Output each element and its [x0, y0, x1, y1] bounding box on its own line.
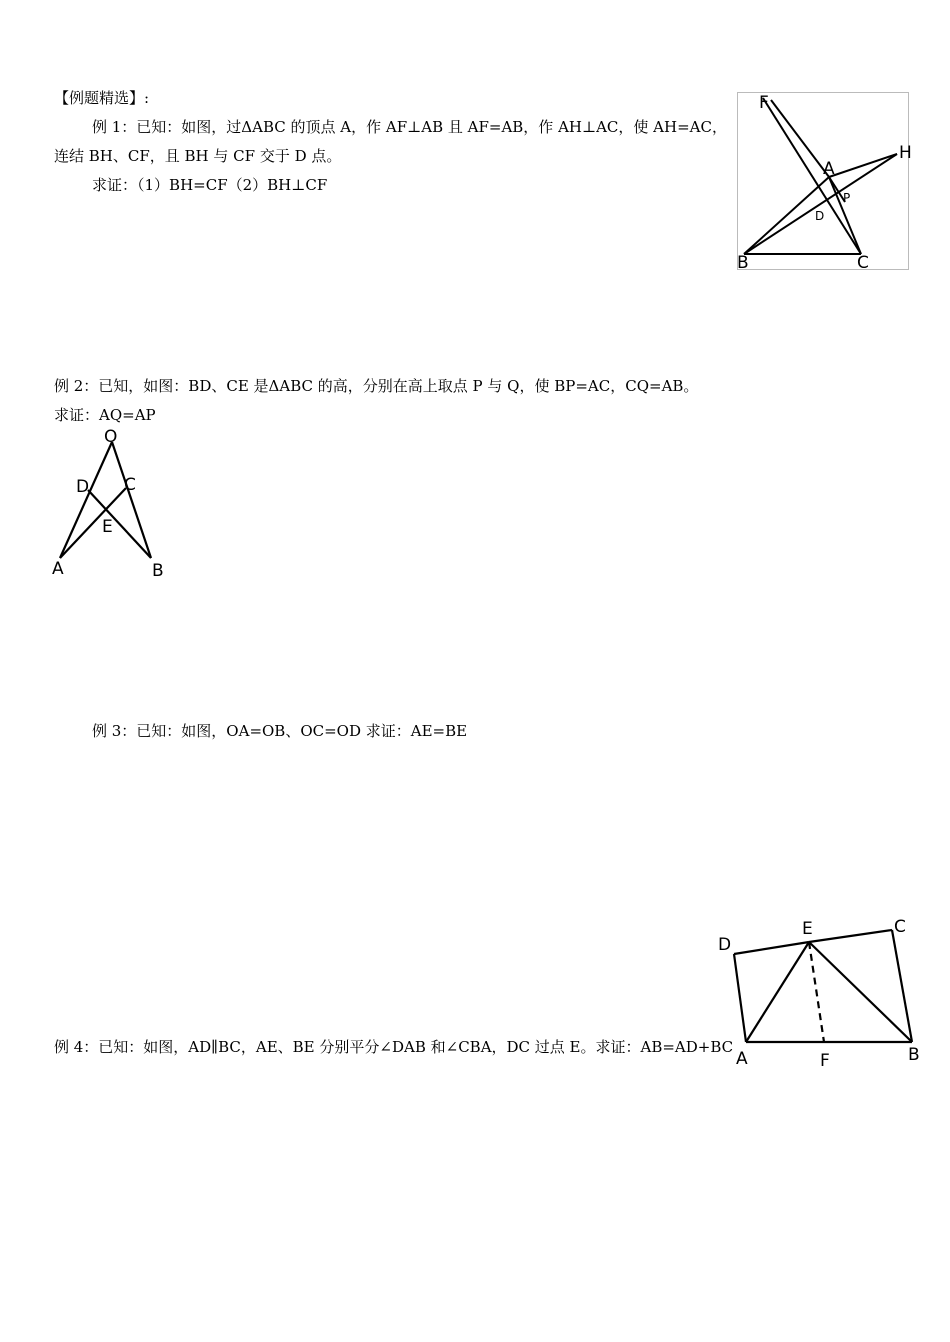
example-1-line-1: 例 1：已知：如图，过ΔABC 的顶点 A，作 AF⊥AB 且 AF=AB，作 AH⊥AC，使 AH=AC，	[92, 118, 727, 136]
segment-ec	[809, 930, 892, 942]
label-f: F	[820, 1051, 830, 1071]
label-d: D	[718, 935, 732, 955]
example-4-figure	[712, 914, 926, 1070]
label-e: E	[802, 919, 813, 939]
example-4-line-1: 例 4：已知：如图，AD∥BC，AE、BE 分别平分∠DAB 和∠CBA，DC 过点 E。求证：AB=AD+BC	[54, 1038, 734, 1056]
label-a: A	[736, 1049, 748, 1069]
segment-ah	[829, 154, 897, 177]
label-o: O	[104, 427, 118, 447]
label-f: F	[759, 93, 769, 113]
example-1-line-3: 求证：（1）BH=CF（2）BH⊥CF	[92, 176, 328, 194]
example-1-line-2: 连结 BH、CF，且 BH 与 CF 交于 D 点。	[54, 147, 342, 165]
label-c: C	[124, 475, 136, 495]
segment-ef-dashed	[809, 942, 824, 1042]
example-3-line-1: 例 3：已知：如图，OA=OB、OC=OD 求证：AE=BE	[92, 722, 468, 740]
segment-bh	[744, 154, 897, 254]
segment-ac	[60, 488, 126, 558]
label-b: B	[908, 1045, 920, 1065]
segment-de	[734, 942, 809, 954]
label-p: P	[843, 191, 851, 205]
segment-fa	[771, 100, 829, 177]
label-d: D	[815, 209, 825, 223]
label-d: D	[76, 477, 90, 497]
segment-ob	[112, 442, 151, 558]
section-title: 【例题精选】:	[54, 89, 150, 107]
label-c: C	[857, 253, 869, 273]
label-a: A	[823, 159, 835, 179]
example-2-figure	[48, 428, 178, 582]
segment-db	[88, 490, 151, 558]
label-b: B	[737, 253, 749, 273]
label-h: H	[899, 143, 912, 163]
figure-frame	[738, 93, 909, 270]
segment-fc	[763, 98, 861, 254]
label-c: C	[894, 917, 906, 937]
label-b: B	[152, 561, 164, 581]
segment-da	[734, 954, 746, 1042]
segment-oa	[60, 442, 112, 558]
example-1-figure	[737, 92, 912, 273]
label-e: E	[102, 517, 113, 537]
segment-ae	[746, 942, 809, 1042]
example-2-line-1: 例 2：已知，如图：BD、CE 是ΔABC 的高，分别在高上取点 P 与 Q，使 BP=AC，CQ=AB。	[54, 377, 699, 395]
example-2-line-2: 求证：AQ=AP	[54, 406, 156, 424]
label-a: A	[52, 559, 64, 579]
